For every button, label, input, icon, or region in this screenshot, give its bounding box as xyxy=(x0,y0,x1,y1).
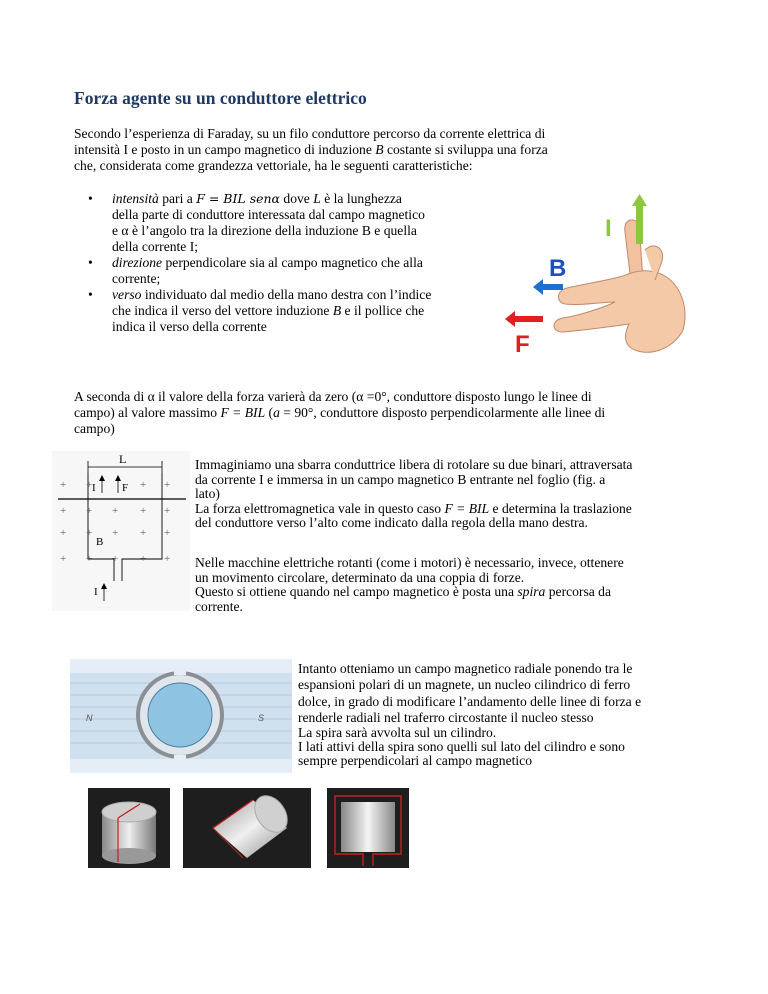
hand-label-f: F xyxy=(515,331,530,358)
right-hand-rule-illustration xyxy=(505,190,705,360)
force-arrow-icon xyxy=(513,316,543,322)
radial-paragraph: Intanto otteniamo un campo magnetico radiale ponendo tra le espansioni polari di un magnete, un nucleo cilindrico di ferro dolce, in grado di modificare l’andamento delle linee di forza e renderle radiali nel traferro circostante il nucleo stesso La spira sarà avvolta sul un cilindro. I lati attivi della spira sono quelli sul lato del cilindro e sono sempre perpendicolari al campo magnetico xyxy=(298,661,642,769)
svg-text:+: + xyxy=(164,527,171,539)
list-item-direction: • direzione perpendicolare sia al campo magnetico che alla corrente; xyxy=(88,255,508,287)
svg-text:+: + xyxy=(60,527,67,539)
svg-text:+: + xyxy=(86,479,93,491)
intro-line-2: intensità I e posto in un campo magnetico di induzione B costante si sviluppa una forza xyxy=(74,142,548,158)
cylinder-image-1 xyxy=(88,788,170,868)
label-I-bottom: I xyxy=(94,586,98,598)
list-item-intensity: • intensità pari a F = BIL senα dove L è la lunghezza della parte di conduttore interessata dal campo magnetico e α è l’angolo tra la direzione della induzione B e quella della corrente I; xyxy=(88,191,508,255)
page-title: Forza agente su un conduttore elettrico xyxy=(74,88,367,108)
radial-field-figure xyxy=(70,659,292,773)
hand-label-i: I xyxy=(605,215,612,242)
induction-arrow-icon xyxy=(541,284,563,290)
svg-text:+: + xyxy=(112,527,119,539)
label-F: F xyxy=(122,482,129,494)
svg-text:+: + xyxy=(140,505,147,517)
properties-list xyxy=(88,191,508,335)
label-S: S xyxy=(258,713,265,723)
label-L: L xyxy=(119,452,127,466)
svg-text:+: + xyxy=(140,479,147,491)
svg-text:+: + xyxy=(112,553,119,565)
svg-text:+: + xyxy=(86,553,93,565)
svg-text:+: + xyxy=(140,527,147,539)
svg-text:+: + xyxy=(86,505,93,517)
svg-text:+: + xyxy=(140,553,147,565)
intro-line-3: che, considerata come grandezza vettoriale, ha le seguenti caratteristiche: xyxy=(74,158,473,174)
current-arrow-icon xyxy=(636,204,643,244)
svg-text:+: + xyxy=(164,505,171,517)
rails-figure xyxy=(52,451,190,611)
svg-text:+: + xyxy=(112,505,119,517)
spira-image-3 xyxy=(327,788,409,868)
svg-text:+: + xyxy=(60,479,67,491)
svg-text:+: + xyxy=(86,527,93,539)
cylinder-image-2 xyxy=(183,788,311,868)
svg-text:+: + xyxy=(60,505,67,517)
motor-paragraph: Nelle macchine elettriche rotanti (come i motori) è necessario, invece, ottenere un movimento circolare, determinato da una coppia di forze. Questo si ottiene quando nel campo magnetico è posta una spira percorsa da corrente. xyxy=(195,555,624,614)
label-I-top: I xyxy=(92,482,96,494)
intro-line-1: Secondo l’esperienza di Faraday, su un filo conduttore percorso da corrente elettrica di xyxy=(74,126,546,141)
svg-text:+: + xyxy=(164,553,171,565)
alpha-paragraph: A seconda di α il valore della forza varierà da zero (α =0°, conduttore disposto lungo le linee di campo) al valore massimo F = BIL (a = 90°, conduttore disposto perpendicolarmente alle linee di campo) xyxy=(74,389,606,437)
intro-paragraph xyxy=(74,126,694,175)
hand-label-b: B xyxy=(549,255,567,282)
svg-text:+: + xyxy=(60,553,67,565)
label-B: B xyxy=(96,536,104,548)
svg-text:+: + xyxy=(164,479,171,491)
label-N: N xyxy=(86,713,93,723)
rails-paragraph: Immaginiamo una sbarra conduttrice libera di rotolare su due binari, attraversata da corrente I e immersa in un campo magnetico B entrante nel foglio (fig. a lato) La forza elettromagnetica vale in questo caso F = BIL e determina la traslazione del conduttore verso l’alto come indicato dalla regola della mano destra. xyxy=(195,457,633,530)
list-item-verse: • verso individuato dal medio della mano destra con l’indice che indica il verso del vettore induzione B e il pollice che indica il verso della corrente xyxy=(88,287,508,335)
